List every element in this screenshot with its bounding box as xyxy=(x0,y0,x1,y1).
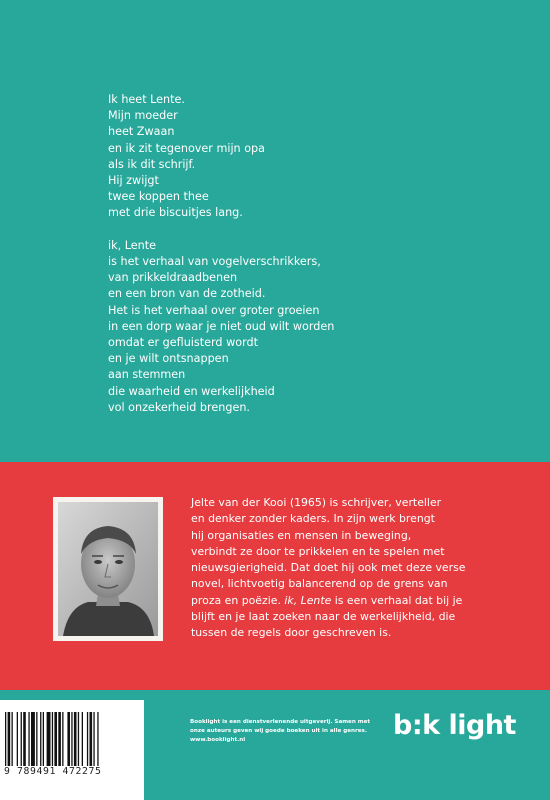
barcode-bar xyxy=(54,712,57,766)
barcode-bar xyxy=(67,712,70,766)
isbn-number: 9 789491 472275 xyxy=(4,766,102,777)
poem-line: omdat er gefluisterd wordt xyxy=(108,336,258,350)
barcode-bar xyxy=(62,712,63,766)
poem-line: Mijn moeder xyxy=(108,109,178,123)
author-photo xyxy=(53,497,163,641)
bio-line: tussen de regels door geschreven is. xyxy=(191,626,392,640)
poem-line: aan stemmen xyxy=(108,368,186,382)
logo-part: b xyxy=(393,710,412,741)
poem-line: van prikkeldraadbenen xyxy=(108,271,238,285)
barcode-bar xyxy=(12,712,13,766)
poem-line: en een bron van de zotheid. xyxy=(108,287,266,301)
barcode-bar xyxy=(28,712,29,766)
poem-line: ik, Lente xyxy=(108,238,156,252)
poem-line: met drie biscuitjes lang. xyxy=(108,206,243,220)
barcode-bar xyxy=(93,712,94,766)
poem-line: Hij zwijgt xyxy=(108,174,159,188)
book-title: ik, Lente xyxy=(284,593,332,607)
logo-separator: : xyxy=(411,710,423,741)
barcode-bar xyxy=(5,712,6,766)
poem-line: en je wilt ontsnappen xyxy=(108,352,229,366)
bio-line: novel, lichtvoetig balancerend op de grens van xyxy=(191,577,448,591)
bio-line: nieuwsgierigheid. Dat doet hij ook met deze verse xyxy=(191,561,466,575)
barcode-bar xyxy=(74,712,77,766)
bio-line: blijft en je laat zoeken naar de werkelijkheid, die xyxy=(191,610,456,624)
bio-line-start: proza en poëzie. xyxy=(191,593,281,607)
poem-stanza-1 xyxy=(108,92,508,222)
publisher-line: onze auteurs geven wij goede boeken uit in alle genres. xyxy=(190,728,368,734)
barcode-bar xyxy=(8,712,11,766)
poem-line: Het is het verhaal over groter groeien xyxy=(108,303,320,317)
poem-line: is het verhaal van vogelverschrikkers, xyxy=(108,255,321,269)
barcode-bar xyxy=(97,712,98,766)
isbn-barcode xyxy=(0,700,144,800)
barcode-bars-icon xyxy=(3,712,141,766)
barcode-bar xyxy=(82,712,83,766)
bio-line: verbindt ze door te prikkelen en te spelen met xyxy=(191,544,445,558)
author-bio-text xyxy=(191,495,531,642)
barcode-bar xyxy=(78,712,79,766)
barcode-bar xyxy=(21,712,22,766)
barcode-bar xyxy=(52,712,53,766)
poem-line: en ik zit tegenover mijn opa xyxy=(108,141,266,155)
barcode-bar xyxy=(58,712,61,766)
barcode-bar xyxy=(36,712,37,766)
poem-line: Ik heet Lente. xyxy=(108,93,185,106)
poem-line: vol onzekerheid brengen. xyxy=(108,400,250,414)
author-bio-band xyxy=(0,462,550,690)
bio-line: hij organisaties en mensen in beweging, xyxy=(191,528,412,542)
bio-line-end: is een verhaal dat bij je xyxy=(334,593,463,607)
barcode-bar xyxy=(90,712,93,766)
poem-line: in een dorp waar je niet oud wilt worden xyxy=(108,319,335,333)
bio-line: Jelte van der Kooi (1965) is schrijver, verteller xyxy=(191,496,442,509)
poem-line: twee koppen thee xyxy=(108,190,209,204)
barcode-bar xyxy=(23,712,26,766)
barcode-bar xyxy=(40,712,41,766)
poem-line: als ik dit schrijf. xyxy=(108,157,196,171)
booklight-logo xyxy=(393,710,516,741)
bio-line: en denker zonder kaders. In zijn werk brengt xyxy=(191,512,435,526)
poem-excerpt xyxy=(108,92,508,432)
poem-line: die waarheid en werkelijkheid xyxy=(108,384,275,398)
publisher-url: www.booklight.nl xyxy=(190,737,246,743)
author-portrait-icon xyxy=(58,502,158,636)
barcode-bar xyxy=(87,712,88,766)
logo-part: k light xyxy=(422,710,516,741)
poem-line: heet Zwaan xyxy=(108,125,175,139)
publisher-line: Booklight is een dienstverlenende uitgeverij. Samen met xyxy=(190,719,371,725)
barcode-bar xyxy=(17,712,18,766)
barcode-bar xyxy=(43,712,44,766)
poem-stanza-2 xyxy=(108,238,508,416)
bio-line-with-title xyxy=(191,593,531,609)
barcode-bar xyxy=(31,712,35,766)
barcode-bar xyxy=(71,712,72,766)
barcode-bar xyxy=(47,712,51,766)
publisher-blurb xyxy=(190,718,390,745)
